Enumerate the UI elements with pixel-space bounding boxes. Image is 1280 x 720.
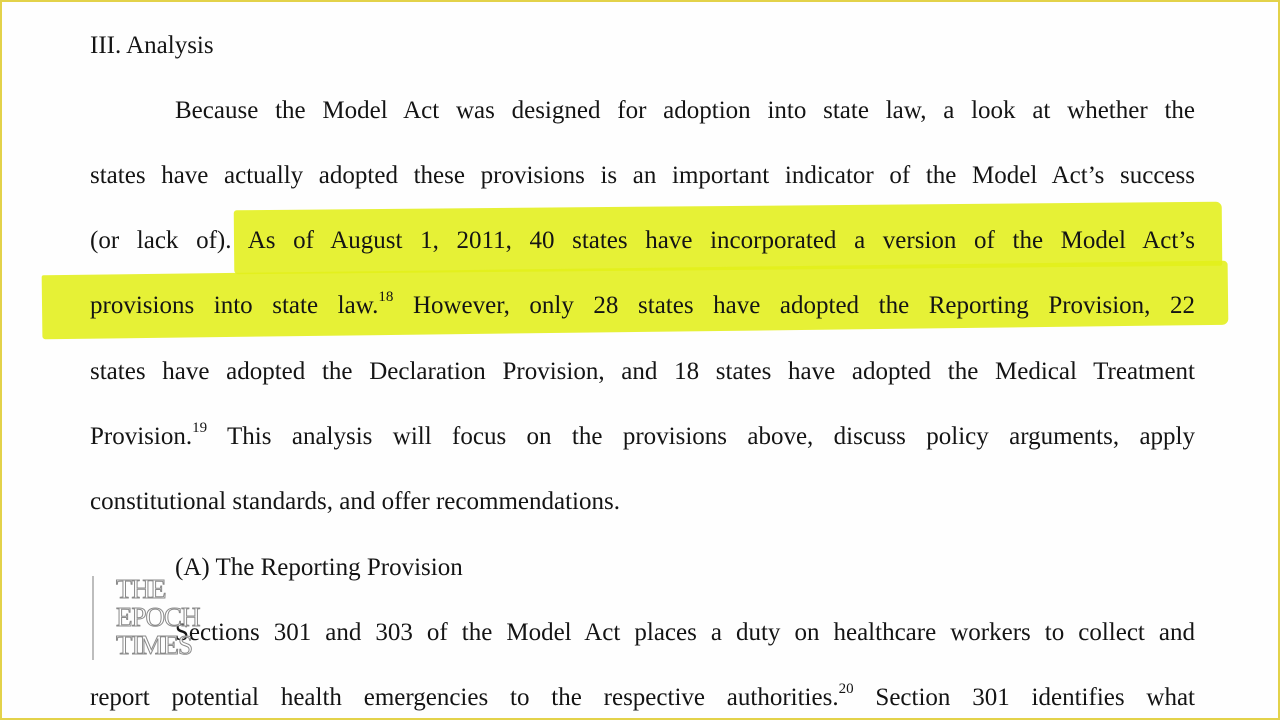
paragraph-text: states have actually adopted these provisions is an important indicator of the Model Act’s success (90, 162, 1195, 189)
paragraph-text: Section 301 identifies what (875, 684, 1196, 711)
paragraph-text: This analysis will focus on the provisions above, discuss policy arguments, apply (227, 423, 1195, 450)
document-page (2, 2, 1280, 720)
paragraph-line (175, 615, 1195, 651)
paragraph-line (90, 158, 1195, 194)
paragraph-text: Because the Model Act was designed for adoption into state law, a look at whether the (175, 97, 1195, 124)
paragraph-line (90, 680, 1195, 716)
paragraph-text: states have adopted the Declaration Provision, and 18 states have adopted the Medical Treatment (90, 358, 1195, 385)
section-heading (90, 28, 1195, 64)
footnote-marker: 19 (192, 419, 208, 436)
paragraph-text-group (90, 680, 854, 711)
logo-divider (92, 576, 94, 660)
subheading (175, 550, 775, 586)
paragraph-text-group (90, 419, 208, 450)
subheading-text: (A) The Reporting Provision (175, 554, 463, 581)
highlighted-text: However, only 28 states have adopted the Reporting Provision, 22 (412, 292, 1196, 319)
footnote-marker: 20 (838, 680, 854, 697)
logo-line: TIMES (116, 630, 192, 660)
epoch-times-watermark-logo (92, 576, 222, 662)
paragraph-line (90, 288, 1195, 324)
paragraph-text: Sections 301 and 303 of the Model Act places a duty on healthcare workers to collect and (175, 619, 1195, 646)
paragraph-text: Provision. (90, 423, 193, 450)
section-heading-text: III. Analysis (90, 32, 214, 59)
highlighted-text: As of August 1, 2011, 40 states have incorporated a version of the Model Act’s (247, 227, 1195, 254)
paragraph-line (90, 419, 1195, 455)
paragraph-line (90, 223, 1195, 259)
paragraph-line (175, 93, 1195, 129)
paragraph-line (90, 484, 1195, 520)
paragraph-text: provisions into state law. (90, 292, 379, 319)
paragraph-text: report potential health emergencies to the respective authorities. (90, 684, 839, 711)
logo-line: EPOCH (116, 602, 200, 632)
logo-wordmark (116, 576, 200, 660)
footnote-marker: 18 (378, 288, 394, 305)
highlighted-text (90, 288, 394, 319)
paragraph-line (90, 354, 1195, 390)
logo-line: THE (116, 574, 166, 604)
paragraph-text: (or lack of). (90, 227, 232, 254)
paragraph-text: constitutional standards, and offer recommendations. (90, 488, 620, 515)
